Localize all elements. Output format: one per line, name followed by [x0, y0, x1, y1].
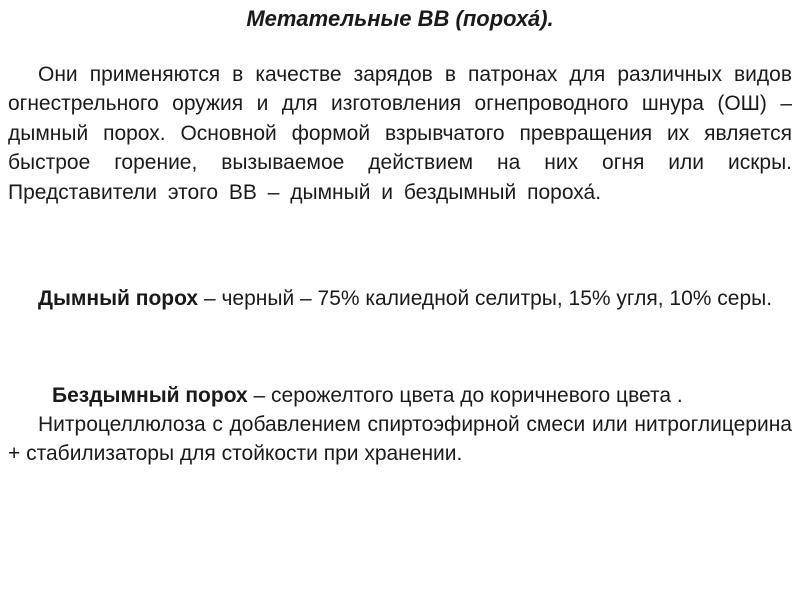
- paragraph-smokeless-powder: [8, 381, 792, 410]
- term-smokeless-powder: Бездымный порох: [52, 384, 248, 407]
- term-smoky-powder: Дымный порох: [38, 287, 199, 310]
- paragraph-propellant-usage: Они применяются в качестве зарядов в патронах для различных видов огнестрельного оружия и для изготовления огнепроводного шнура (ОШ) – дымный порох. Основной формой взрывчатого превращения их является быстрое горение, вызываемое действием на них огня или искры. Представители этого ВВ – дымный и бездымный пороха́.: [8, 63, 792, 204]
- smoky-powder-description: – черный – 75% калиедной селитры, 15% угля, 10% серы.: [198, 287, 773, 310]
- slide-title: Метательные ВВ (пороха́).: [246, 6, 554, 31]
- smokeless-powder-description: – серожелтого цвета до коричневого цвета .: [247, 384, 683, 407]
- paragraph-nitrocellulose: Нитроцеллюлоза с добавлением спиртоэфирной смеси или нитроглицерина + стабилизаторы для стойкости при хранении.: [8, 413, 792, 466]
- paragraph-smoky-powder: [8, 284, 792, 313]
